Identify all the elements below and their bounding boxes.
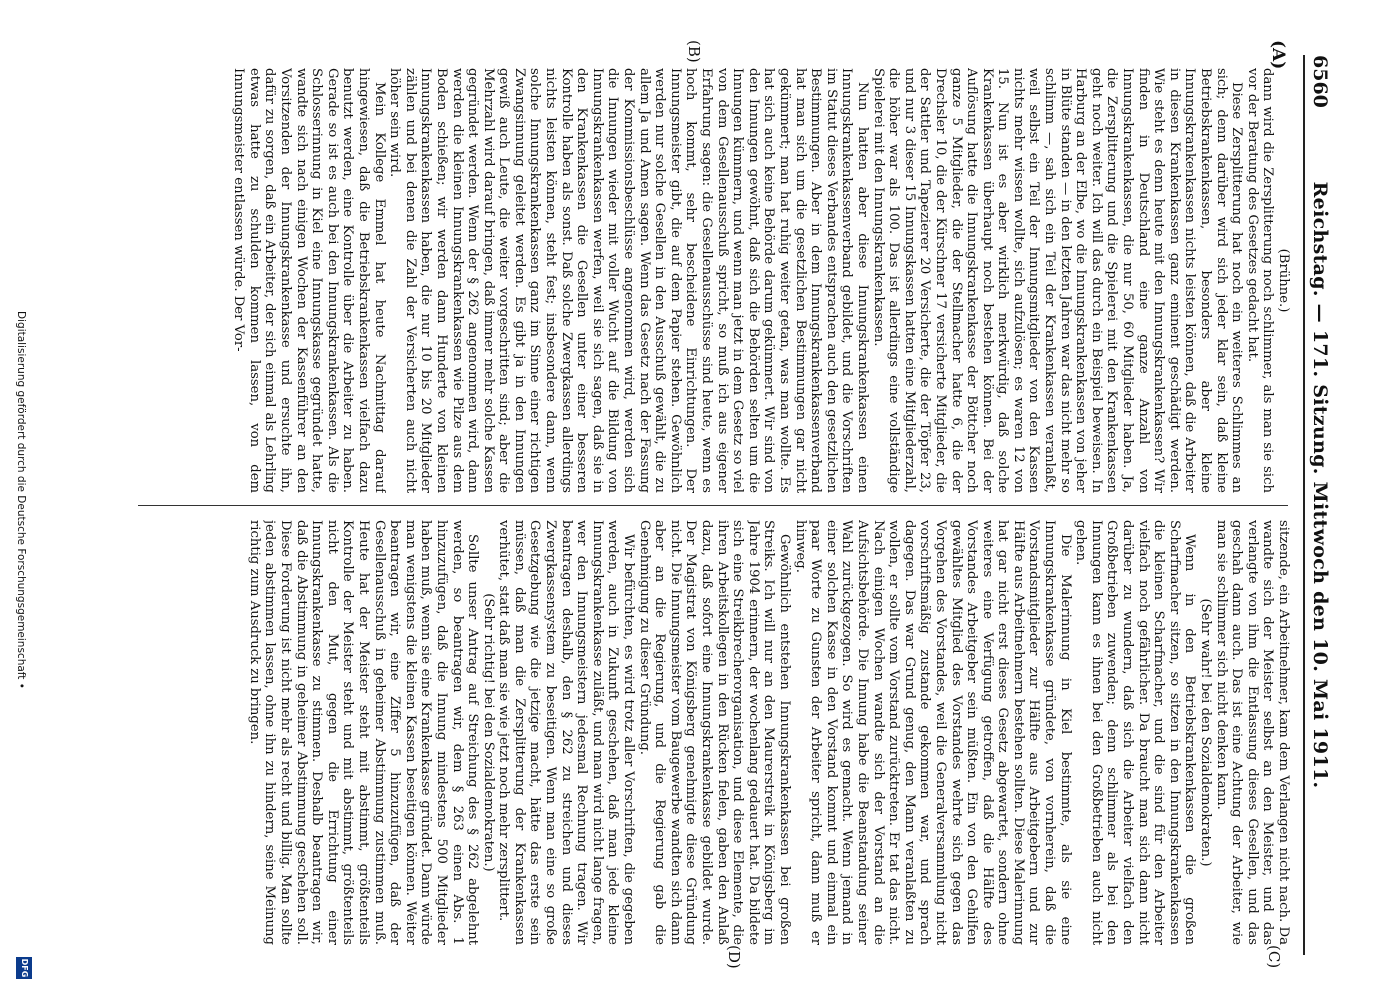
- paragraph: Nun hatten aber diese Innungskrankenkassen einen Innungskrankenkassenverband gebildet, und die Vorschriften im Statut dieses Verbandes entsprachen auch den gesetzlichen Bestimmungen. Aber in dem Innungskrankenkassenverband hat man sich um die gesetzlichen Bestimmungen gar nicht gekümmert; man hat ruhig weiter getan, was man wollte. Es hat sich auch keine Behörde darum gekümmert. Wir sind von den Innungen gewöhnt, daß sich die Behörden selten um die Innungen kümmern, und wenn man jetzt in dem Gesetz so viel von dem Gesellenausschuß spricht, so muß ich aus eigener Erfahrung sagen: die Gesellenausschüsse sind heute, wenn es hoch kommt, sehr bescheidene Einrichtungen. Der Innungsmeister gibt, die auf dem Papier stehen. Gewöhnlich werden nur solche Gesellen in den Ausschuß gewählt, die zu allem Ja und Amen sagen. Wenn das Gesetz nach der Fassung der Kommissionsbeschlüsse angenommen wird, werden sich die Innungen wieder mit voller Wucht auf die Bildung von Innungskrankenkassen werfen, weil sie sich sagen, daß sie in den Krankenkassen die Gesellen unter einer besseren Kontrolle haben als sonst. Daß solche Zwergkassen allerdings nichts leisten können, steht fest; insbesondere dann, wenn solche Innungskrankenkassen ganz im Sinne einer richtigen Zwangsinnung geleitet werden. Es gibt ja in den Innungen gewiß auch Leute, die weiter vorgeschritten sind; aber die Mehrzahl wird darauf bringen, daß immer mehr solche Kassen gegründet werden. Wenn der § 262 angenommen wird, dann werden die kleinen Innungskrankenkassen wie Pilze aus dem Boden schießen; wir werden dann Hunderte von kleinen Innungskrankenkassen haben, die nur 10 bis 20 Mitglieder zählen und bei denen die Zahl der Versicherten auch nicht höher sein wird.: [387, 68, 870, 493]
- margin-marker-a: (A): [1268, 40, 1288, 70]
- paragraph: Die Malerinnung in Kiel bestimmte, als sie eine Innungskrankenkasse gründete, von vornherein, daß die Vorstandsmitglieder zur Hälfte aus Arbeitgebern und zur Hälfte aus Arbeitnehmern bestehen sollten. Diese Malerinnung hat gar nicht erst dieses Gesetz abgewartet, sondern ohne weiteres eine Verfügung getroffen, daß die Hälfte des Vorstandes Arbeitgeber sein müßten. Ein von den Gehilfen gewähltes Mitglied des Vorstandes wehrte sich gegen das Vorgehen des Vorstandes, weil die Generalversammlung nicht vorschriftsmäßig zustande gekommen war, und sprach dagegen. Das war Grund genug, den Mann veranlaßten zu wollen, er sollte vom Vorstand zurücktreten. Er tat das nicht. Nach einigen Wochen wandte sich der Vorstand an die Aufsichtsbehörde. Die Innung habe die Beanstandung seiner Wahl zurückgezogen. So wird es gemacht. Wenn jemand in einer solchen Kasse in den Vorstand kommt und einmal ein paar Worte zu Gunsten der Arbeiter spricht, dann muß er hinweg.: [792, 520, 1073, 945]
- column-divider: [138, 505, 1288, 506]
- margin-marker-d: (D): [725, 945, 743, 969]
- paragraph: Wir befürchten, es wird trotz aller Vorschriften, die gegeben werden, auch in Zukunft geschehen, daß man jede kleine Innungskrankenkasse zuläßt, und man wird nicht lange fragen, wer den Innungsmeistern jedesmal Rechnung tragen. Wir beantragen deshalb, den § 262 zu streichen und dieses Zwergkassensystem zu beseitigen. Wenn man eine so große Gesetzgebung wie die jetzige macht, hätte das erste sein müssen, daß man die Zersplitterung der Krankenkassen verhütet, statt daß man sie wie jetzt noch mehr zersplittert.: [496, 520, 637, 945]
- paragraph: Mein Kollege Emmel hat heute Nachmittag darauf hingewiesen, daß die Betriebskrankenkassen vielfach dazu benutzt werden, eine Kontrolle über die Arbeiter zu haben. Gerade so ist es auch bei den Innungskrankenkassen. Als die Schlosserinnung in Kiel eine Innungskasse gegründet hatte, wandte sich nach einigen Wochen der Kassenführer an den Vorsitzenden der Innungskrankenkasse und ersuchte ihn, dafür zu sorgen, daß ein Arbeiter, der sich einmal als Lehrling etwas hatte zu schulden kommen lassen, von dem Innungsmeister entlassen würde. Der Vor-: [231, 68, 387, 493]
- interjection: (Sehr wahr! bei den Sozialdemokraten.): [1198, 598, 1214, 867]
- header-title: Reichstag. — 171. Sitzung. Mittwoch den 10. Mai 1911.: [1309, 181, 1331, 789]
- running-header: [1305, 55, 1331, 955]
- margin-marker-c: (C): [1265, 945, 1283, 969]
- speaker-name: (Brühne.): [1276, 248, 1291, 313]
- interjection: (Sehr richtig! bei den Sozialdemokraten.): [480, 593, 496, 872]
- right-column: [121, 520, 1291, 945]
- paragraph: dann wird die Zersplitterung noch schlimmer, als man sie sich vor der Beratung des Gesetzes gedacht hat.: [1244, 68, 1276, 493]
- paragraph: Wenn in den Betriebskrankenkassen die großen Scharfmacher sitzen, so sitzen in den Innungskrankenkassen die kleinen Scharfmacher, und die sind für den Arbeiter vielfach noch gefährlicher. Da braucht man sich dann nicht darüber zu wundern, daß sich die Arbeiter vielfach den Großbetrieben zuwenden; denn schlimmer als bei den Innungen kann es ihnen bei den Großbetrieben auch nicht gehen.: [1073, 520, 1198, 945]
- left-column: [121, 68, 1291, 493]
- paragraph: Gewöhnlich entstehen Innungskrankenkassen bei großen Streiks. Ich will nur an den Maurerstreik in Königsberg im Jahre 1904 erinnern, der wochenlang gedauert hat. Da bildete sich eine Streikbrecherorganisation, und diese Elemente, die ihren Arbeitskollegen in den Rücken fielen, gaben den Anlaß dazu, daß sofort eine Innungskrankenkasse gebildet wurde. Der Magistrat von Königsberg genehmigte diese Gründung nicht. Die Innungsmeister vom Baugewerbe wandten sich dann aber an die Regierung, und die Regierung gab die Genehmigung zu dieser Gründung.: [636, 520, 792, 945]
- margin-marker-b: (B): [685, 40, 703, 63]
- paragraph: Diese Zersplitterung hat noch ein weiteres Schlimmes an sich; denn darüber wird sich jeder klar sein, daß kleine Betriebskrankenkassen, besonders aber kleine Innungskrankenkassen nichts leisten können, daß die Arbeiter in diesen Krankenkassen ganz eminent geschädigt werden. Wie steht es denn heute mit den Innungskrankenkassen? Wir finden in Deutschland eine ganze Anzahl von Innungskrankenkassen, die nur 50, 60 Mitglieder haben. Ja, die Zersplitterung und die Spielerei mit den Krankenkassen geht noch weiter. Ich will das durch ein Beispiel beweisen. In Harburg an der Elbe, wo die Innungskrankenkassen von jeher in Blüte standen — in den letzten Jahren war das nicht mehr so schlimm —, sah sich ein Teil der Krankenkassen veranlaßt, weil selbst ein Teil der Innungsmitglieder von den Kassen nichts mehr wissen wollte, sich aufzulösen; es waren 12 von 15. Nun ist es aber wirklich merkwürdig, daß solche Krankenkassen überhaupt noch bestehen können. Bei der Auflösung hatte die Innungskrankenkasse der Böttcher noch ganze 5 Mitglieder, die der Stellmacher hatte 6, die der Drechsler 10, die der Kürschner 17 versicherte Mitglieder, die der Sattler und Tapezierer 20 Versicherte, die der Töpfer 23, und nur 3 dieser 15 Innungskassen hatten eine Mitgliederzahl, die höher war als 100. Das ist allerdings eine vollständige Spielerei mit den Innungskrankenkassen.: [870, 68, 1245, 493]
- paragraph: sitzende, ein Arbeitnehmer, kam dem Verlangen nicht nach. Da wandte sich der Meister selbst an den Meister, und das verlangte von ihm die Entlassung dieses Gesellen, und das geschah dann auch. Das ist eine Achtung der Arbeiter, wie man sie schlimmer sich nicht denken kann.: [1213, 520, 1291, 945]
- dfg-logo: DFG: [16, 957, 32, 979]
- page-number: 6560: [1309, 55, 1331, 108]
- paragraph: Sollte unser Antrag auf Streichung des § 262 abgelehnt werden, so beantragen wir, dem § 263 einen Abs. 1 hinzuzufügen, daß die Innung mindestens 500 Mitglieder haben muß, wenn sie eine Krankenkasse gründet. Dann würde man wenigstens die kleinen Kassen beseitigen können. Weiter beantragen wir, eine Ziffer 5 hinzuzufügen, daß der Gesellenausschuß in geheimer Abstimmung zustimmen muß. Heute hat der Meister steht mit abstimmt, größtenteils Kontrolle der Meister steht und mit abstimmt, größtenteils nicht den Mut, gegen die Errichtung einer Innungskrankenkasse zu stimmen. Deshalb beantragen wir, daß die Abstimmung in geheimer Abstimmung geschehen soll. Diese Forderung ist nicht mehr als recht und billig. Man sollte jeden abstimmen lassen, ohne ihn zu hindern, seine Meinung richtig zum Ausdruck zu bringen.: [246, 520, 481, 945]
- header-rule: [1303, 55, 1305, 955]
- digitization-credit: Digitalisierung gefördert durch die Deutsche Forschungsgemeinschaft •: [15, 311, 27, 689]
